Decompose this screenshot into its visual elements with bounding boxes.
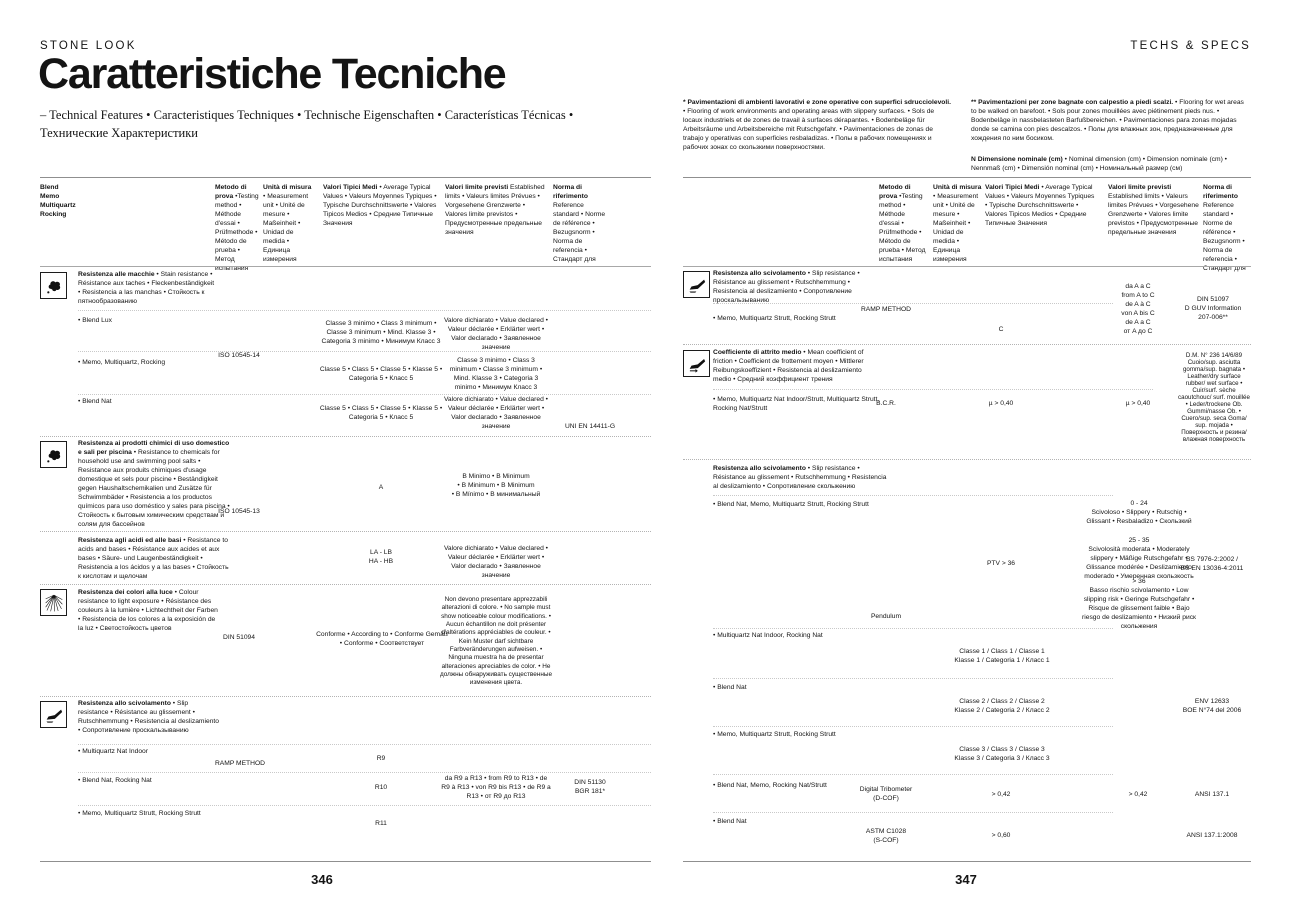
typical-value: Conforme • According to • Conforme Gemäß • Conforme • Соответствует [316, 631, 448, 647]
page-left [40, 0, 651, 920]
section-name: TECHS & SPECS [1130, 40, 1251, 52]
column-header-standard-lead: Norma di riferimento [1203, 184, 1238, 200]
column-header-method-rest: •Testing method • Méthode d'essai • Prüfmethode • Método de prueba • Метод испытания [215, 192, 259, 272]
reference-standard: ANSI 137.1:2008 [1186, 832, 1238, 839]
column-header-typical-values [985, 184, 1097, 229]
test-method: ISO 10545-13 [218, 508, 260, 515]
feature-title-light-rest: • Colour resistance to light exposure • Résistance des couleurs à la lumière • Lichtechtheit der Farben • Resistencia de los colores a la exposición de la luz • Светостойкость цветов [78, 589, 218, 632]
typical-value: Classe 3 / Class 3 / Classe 3 Klasse 3 / Categoria 3 / Класс 3 [954, 746, 1050, 762]
column-header-typical-values-lead: Valori Tipici Medi [985, 184, 1040, 191]
column-header-limits [1108, 184, 1203, 238]
typical-value: > 0,42 [991, 791, 1011, 798]
feature-title-slip-pendulum-lead: Resistenza allo scivolamento [713, 465, 806, 472]
row-divider [713, 389, 1153, 390]
limit-value: > 0,42 [1128, 791, 1148, 798]
column-header-products: Blend Memo Multiquartz Rocking [40, 184, 76, 218]
slip-resistance-icon [40, 701, 67, 728]
row-divider [78, 310, 651, 311]
limit-value: da A a C from A to C de A à C von A bis C de A a C от A до C [1121, 283, 1155, 335]
product-row-label: • Blend Nat, Rocking Nat [78, 777, 152, 784]
reference-standard: DIN 51097 D GUV Information 207-006** [1184, 296, 1242, 321]
test-method: Digital Tribometer (D-COF) [859, 786, 913, 802]
stain-icon [40, 272, 67, 299]
section-divider [40, 531, 651, 532]
column-header-limits [445, 184, 547, 238]
section-divider [683, 459, 1251, 460]
reference-standard: ENV 12633 BOE N°74 del 2006 [1182, 698, 1242, 714]
product-row-label: • Memo, Multiquartz Strutt, Rocking Strutt [713, 731, 836, 738]
limit-value: Valore dichiarato • Value declared • Valeur déclarée • Erklärter wert • Valor declarado • Заявленное значение [443, 317, 549, 351]
limit-value: B Minimo • B Minimum • B Minimum • B Minimum • B Mínimo • B минимальный [451, 473, 541, 498]
column-header-standard [1203, 184, 1251, 274]
feature-title-friction [713, 349, 881, 385]
feature-title-light [78, 589, 220, 634]
column-header-standard [553, 184, 609, 265]
column-header-standard-rest: Reference standard • Norme de référence • Bezugsnorm • Norma de referencia • Стандарт для [1203, 201, 1246, 272]
column-header-unit-lead: Unità di misura [933, 184, 982, 191]
row-divider [78, 772, 651, 773]
footnote-barefoot-lead: ** Pavimentazioni per zone bagnate con calpestio a piedi scalzi. [971, 99, 1174, 106]
row-divider [713, 628, 1113, 629]
feature-title-slip-barefoot-rest: • Slip resistance • Résistance au glissement • Rutschhemmung • Resistencia al deslizamiento • Сопротивление проскальзыванию [713, 270, 860, 304]
product-row-label: • Multiquartz Nat Indoor [78, 748, 148, 755]
product-row-label: • Blend Nat [78, 398, 112, 405]
reference-standard: ANSI 137.1 [1194, 791, 1230, 798]
product-row-label: • Memo, Multiquartz Nat Indoor/Strutt, Multiquartz Strutt, Rocking Nat/Strutt [713, 396, 880, 412]
table-top-divider [683, 177, 1251, 178]
reference-standard: BS 7976-2:2002 / BS EN 13036-4:2011 [1180, 556, 1244, 572]
column-header-method [215, 184, 259, 274]
product-row-label: • Memo, Multiquartz, Rocking [78, 359, 166, 366]
reference-standard: DIN 51130 BGR 181* [574, 779, 606, 795]
test-method: Pendulum [870, 613, 902, 620]
footnote-slippery [683, 99, 955, 153]
column-header-typical-values-rest: • Average Typical Values • Valeurs Moyennes Typiques • Typische Durchschnittswerte • Valores Tipicos Medios • Средние Типичные Значения [985, 184, 1095, 227]
limit-value: > 36 Basso rischio scivolamento • Low slipping risk • Geringe Rutschgefahr • Risque de glissement faible • Bajo riesgo de deslizamiento • Низкий риск скольжения [1082, 578, 1196, 630]
reference-standard: UNI EN 14411-G [564, 423, 616, 430]
table-bottom-divider [683, 861, 1251, 862]
column-header-method-lead: Metodo di prova [879, 184, 911, 200]
row-divider [713, 726, 1113, 727]
typical-value: A [378, 484, 384, 491]
column-header-standard-lead: Norma di riferimento [553, 184, 588, 200]
chemical-resistance-icon [40, 441, 67, 468]
section-divider [40, 436, 651, 437]
section-divider [683, 344, 1251, 345]
page-subtitle: – Technical Features • Caracteristiques Techniques • Technische Eigenschaften • Características Técnicas • Технические Характеристики [40, 108, 574, 141]
typical-value: R10 [374, 784, 388, 791]
feature-title-acids-rest: • Resistance to acids and bases • Résistance aux acides et aux bases • Säure- und Laugenbeständigkeit • Resistencia a los ácidos y a las bases • Стойкость к кислотам и щелочам [78, 537, 229, 580]
product-row-label: • Multiquartz Nat Indoor, Rocking Nat [713, 632, 823, 639]
footnote-slippery-rest: • Flooring of work environments and operating areas with slippery surfaces. • Sols de locaux industriels et de zones de travail à surfaces dérapantes. • Bodenbeläge für Arbeitsräume und Arbeitsbereiche mit Rutschgefahr. • Pavimentaciones de zonas de trabajo y operativas con superficies resbaladizas. • Полы в рабочих помещениях и рабочих зонах со скользкими поверхностями. [683, 107, 935, 151]
typical-value: PTV > 36 [986, 560, 1016, 567]
row-divider [78, 351, 651, 352]
typical-value: C [998, 326, 1004, 333]
header-body-divider [40, 266, 651, 267]
feature-title-slip-barefoot [713, 270, 881, 306]
test-method: RAMP METHOD [860, 306, 912, 313]
product-row-label: • Blend Nat, Memo, Rocking Nat/Strutt [713, 782, 827, 789]
limit-value: 0 - 24 Scivoloso • Slippery • Rutschig • Glissant • Resbaladizo • Скользкий [1086, 500, 1192, 525]
slip-resistance-icon [683, 271, 710, 298]
column-header-method-rest: •Testing method • Méthode d'essai • Prüfmethode • Método de prueba • Метод испытания [879, 192, 926, 263]
page-title: Caratteristiche Tecniche [38, 50, 506, 98]
feature-title-chemicals-rest: • Resistance to chemicals for household use and swimming pool salts • Resistance aux produits chimiques d'usage domestique et sels pour piscine • Beständigkeit gegen Haushaltschemikalien und Zusätze für Schwimmbäder • Resistencia a los productos químicos para uso doméstico y sales para piscina • Стойкость к бытовым химическим средствам и солям для бассейнов [78, 448, 230, 528]
section-divider [40, 584, 651, 585]
typical-value: R9 [376, 755, 386, 762]
limit-value: Valore dichiarato • Value declared • Valeur déclarée • Erklärter wert • Valor declarado • Заявленное значение [443, 396, 549, 430]
column-header-unit-lead: Unità di misura [263, 184, 312, 191]
feature-title-slip-barefoot-lead: Resistenza allo scivolamento [713, 270, 806, 277]
product-row-label: • Blend Nat [713, 684, 747, 691]
typical-value: Classe 5 • Class 5 • Classe 5 • Klasse 5 • Categoria 5 • Класс 5 [319, 366, 443, 382]
footnote-nominal-dimension-lead: N Dimensione nominale (cm) [971, 156, 1063, 163]
test-method: ISO 10545-14 [218, 352, 260, 359]
typical-value: Classe 2 / Class 2 / Classe 2 Klasse 2 / Categoria 2 / Класс 2 [954, 698, 1050, 714]
feature-title-chemicals-lead: Resistenza ai prodotti chimici di uso domestico e sali per piscina [78, 440, 230, 456]
column-header-method [879, 184, 927, 265]
typical-value: µ > 0,40 [988, 400, 1014, 407]
feature-title-friction-rest: • Mean coefficient of friction • Coefficient de frottement moyen • Mittlerer Reibungskoeffizient • Resistencia al deslizamiento medio • Средний коэффициент трения [713, 349, 864, 383]
product-row-label: • Blend Nat, Memo, Multiquartz Strutt, Rocking Strutt [713, 501, 869, 508]
feature-title-slip-rest: • Slip resistance • Résistance au glissement • Rutschhemmung • Resistencia al deslizamiento • Сопротивление проскальзыванию [78, 700, 219, 734]
feature-title-acids [78, 537, 230, 582]
row-divider [713, 678, 1113, 679]
limit-value: Classe 3 minimo • Class 3 minimum • Classe 3 minimum • Mind. Klasse 3 • Categoria 3 minimo • Минимум Класс 3 [449, 357, 543, 391]
typical-value: Classe 1 / Class 1 / Classe 1 Klasse 1 / Categoria 1 / Класс 1 [954, 648, 1050, 664]
friction-icon [683, 350, 710, 377]
column-header-unit [933, 184, 983, 265]
typical-value: LA - LB HA - HB [368, 549, 394, 565]
page-number-left: 346 [311, 872, 333, 887]
typical-value: Classe 5 • Class 5 • Classe 5 • Klasse 5 • Categoria 5 • Класс 5 [319, 405, 443, 421]
product-row-label: • Blend Nat [713, 818, 747, 825]
feature-title-slip-pendulum [713, 465, 891, 492]
product-row-label: • Memo, Multiquartz Strutt, Rocking Strutt [78, 810, 201, 817]
feature-title-stain [78, 271, 216, 307]
row-divider [713, 812, 1113, 813]
footnote-nominal-dimension-rest: • Nominal dimension (cm) • Dimension nominale (cm) • Nennmaß (cm) • Dimensión nominal (cm) • Номинальный размер (см) [971, 156, 1228, 172]
test-method: DIN 51094 [223, 634, 255, 641]
column-header-typical-values-rest: • Average Typical Values • Valeurs Moyennes Typiques • Typische Durchschnittswerte • Valores Tipicos Medios • Средние Типичные Значения [323, 184, 437, 227]
row-divider [713, 774, 1113, 775]
column-header-standard-rest: Reference standard • Norme de référence • Bezugsnorm • Norma de referencia • Стандарт для [553, 201, 606, 263]
feature-title-friction-lead: Coefficiente di attrito medio [713, 349, 802, 356]
limit-value: 25 - 35 Scivolosità moderata • Moderately slippery • Mäßige Rutschgefahr • Glissance modérée • Deslizamiento moderado • Умеренная скользкость [1084, 537, 1194, 580]
column-header-limits-lead: Valori limite previsti [1108, 184, 1172, 191]
column-header-unit [263, 184, 315, 265]
footnote-barefoot-rest: • Flooring for wet areas to be walked on barefoot. • Sols pour zones mouillées avec piétinement pieds nus. • Bodenbeläge in nassbelasteten Barfußbereichen. • Pavimentaciones para zonas mojadas donde se camina con pies descalzos. • Полы для влажных зон, предназначенные для хождения по ним босиком. [971, 99, 1244, 142]
row-divider [78, 394, 651, 395]
product-row-label: • Blend Lux [78, 317, 112, 324]
row-divider [78, 744, 651, 745]
feature-title-slip-lead: Resistenza allo scivolamento [78, 700, 171, 707]
collection-name: STONE LOOK [40, 40, 137, 52]
feature-title-slip [78, 700, 220, 736]
column-header-typical-values-lead: Valori Tipici Medi [323, 184, 378, 191]
footnote-slippery-lead: * Pavimentazioni di ambienti lavorativi e zone operative con superfici sdrucciolevoli. [683, 99, 951, 106]
feature-title-stain-rest: • Stain resistance • Résistance aux taches • Fleckenbeständigkeit • Resistencia a las manchas • Стойкость к пятнообразованию [78, 271, 215, 305]
header-body-divider [683, 266, 1251, 267]
table-bottom-divider [40, 861, 651, 862]
limit-value: µ > 0,40 [1125, 400, 1151, 407]
feature-title-acids-lead: Resistenza agli acidi ed alle basi [78, 537, 182, 544]
column-header-typical-values [323, 184, 439, 229]
column-header-unit-rest: • Measurement unit • Unité de mesure • Maßeinheit • Unidad de medida • Единица измерения [933, 192, 979, 263]
typical-value: R11 [375, 820, 387, 827]
reference-standard: D.M. N° 236 14/6/89 Cuoio/sup. asciutta gomma/sup. bagnata • Leather/dry surface rubber/ wet surface • Cuir/surf. sèche caoutchouc/ surf. mouillée • Leder/trockene Ob. Gummi/nasse Ob. • Cuero/sup. seca Goma/ sup. mojada • Поверхность и резина/влажная поверхность [1178, 352, 1250, 443]
row-divider [713, 495, 1113, 496]
column-header-unit-rest: • Measurement unit • Unité de mesure • Maßeinheit • Unidad de medida • Единица измерения [263, 192, 309, 263]
page-number-right: 347 [955, 872, 977, 887]
footnote-nominal-dimension [971, 156, 1251, 174]
limit-value: Valore dichiarato • Value declared • Valeur déclarée • Erklärter wert • Valor declarado • Заявленное значение [443, 545, 549, 579]
light-exposure-icon [40, 589, 67, 616]
test-method: RAMP METHOD [214, 760, 266, 767]
column-header-method-lead: Metodo di prova [215, 184, 247, 200]
feature-title-light-lead: Resistenza dei colori alla luce [78, 589, 173, 596]
feature-title-stain-lead: Resistenza alle macchie [78, 271, 155, 278]
footnote-barefoot [971, 99, 1251, 144]
typical-value: Classe 3 minimo • Class 3 minimum • Classe 3 minimum • Mind. Klasse 3 • Categoria 3 minimo • Минимум Класс 3 [321, 320, 441, 345]
column-header-limits-lead: Valori limite previsti [445, 184, 509, 191]
row-divider [78, 805, 651, 806]
column-header-limits-rest: Established limits • Valeurs limites Prévues • Vorgesehene Grenzwerte • Valores limite previstos • Предусмотренные предельные значения [445, 184, 545, 236]
product-row-label: • Memo, Multiquartz Strutt, Rocking Strutt [713, 315, 836, 322]
page-right [683, 0, 1251, 920]
limit-value: da R9 a R13 • from R9 to R13 • de R9 à R13 • von R9 bis R13 • de R9 a R13 • от R9 до R13 [441, 775, 551, 800]
limit-value: Non devono presentare apprezzabili alterazioni di colore. • No sample must show noticeable colour modifications. • Aucun échantillon ne doit présenter d'altérations appréciables de couleur. • Kein Muster darf sichtbare Farbveränderungen aufweisen. • Ninguna muestra ha de presentar alteraciones apreciables de color. • Не должны обнаруживать существенные изменения цвета. [439, 596, 553, 687]
table-top-divider [40, 177, 651, 178]
feature-title-slip-pendulum-rest: • Slip resistance • Résistance au glissement • Rutschhemmung • Resistencia al deslizamiento • Сопротивление скольжению [713, 465, 887, 490]
row-divider [713, 303, 1113, 304]
test-method: ASTM C1028 (S-COF) [865, 828, 907, 844]
section-divider [40, 696, 651, 697]
column-header-limits-rest: Established limits • Valeurs limites Prévues • Vorgesehene Grenzwerte • Valores limite previstos • Предусмотренные предельные значения [1108, 192, 1199, 236]
typical-value: > 0,60 [991, 832, 1011, 839]
test-method: B.C.R. [876, 400, 896, 407]
